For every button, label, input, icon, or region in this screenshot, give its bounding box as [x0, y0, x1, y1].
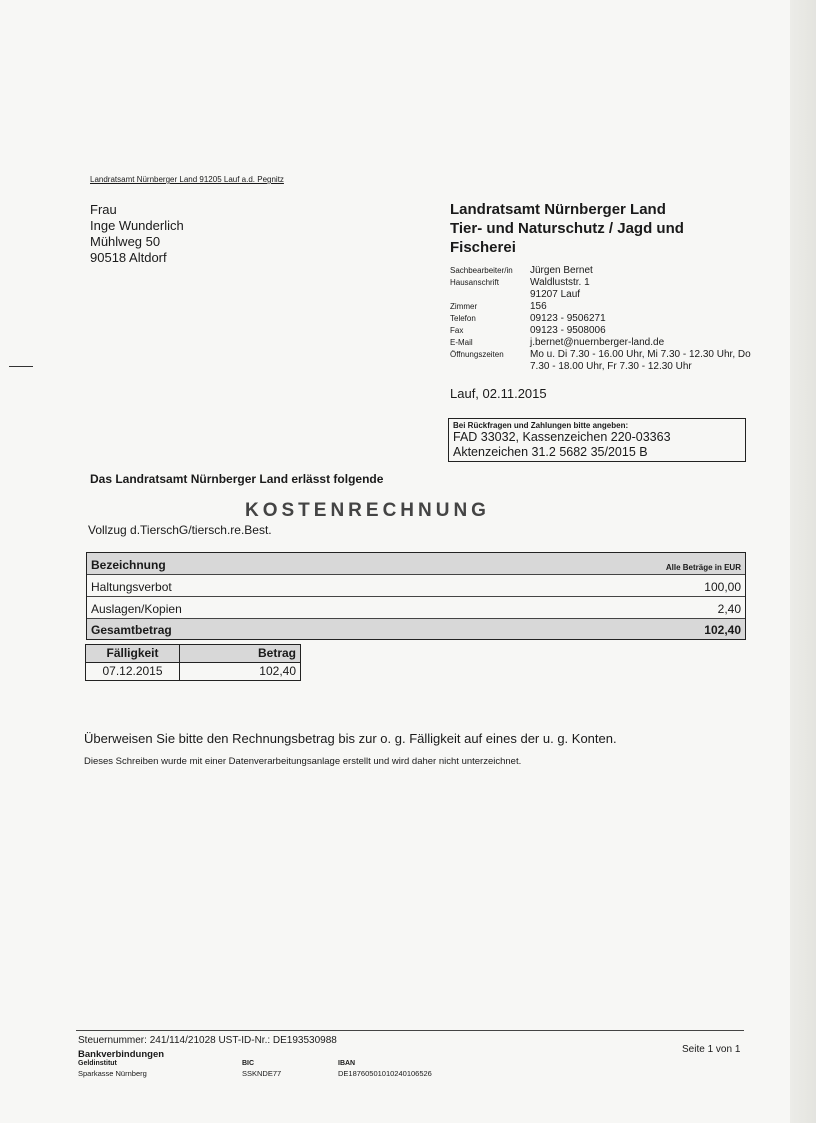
contact-label: Öffnungszeiten: [450, 350, 504, 359]
contact-value: Jürgen Bernet: [530, 265, 593, 276]
column-header-amount: Betrag: [257, 646, 296, 660]
contact-value: 7.30 - 18.00 Uhr, Fr 7.30 - 12.30 Uhr: [530, 361, 692, 372]
bank-iban-label: IBAN: [338, 1060, 356, 1067]
due-date: 07.12.2015: [86, 663, 180, 680]
contact-row: [450, 337, 751, 349]
recipient-line: Frau: [90, 202, 117, 217]
contact-row: [450, 301, 751, 313]
recipient-line: 90518 Altdorf: [90, 250, 167, 265]
item-amount: 2,40: [717, 602, 741, 616]
bank-institute-label: Geldinstitut: [78, 1060, 117, 1067]
recipient-line: Inge Wunderlich: [90, 218, 184, 233]
contact-value: Mo u. Di 7.30 - 16.00 Uhr, Mi 7.30 - 12.30 Uhr, Do: [530, 349, 751, 360]
table-row: [87, 575, 745, 597]
office-line: Landratsamt Nürnberger Land: [450, 201, 666, 218]
contact-value: Waldluststr. 1: [530, 277, 590, 288]
contact-label: Hausanschrift: [450, 278, 499, 287]
due-table-header: [86, 645, 300, 663]
recipient-address: [90, 202, 184, 266]
contact-label: [450, 289, 530, 301]
sender-return-address: Landratsamt Nürnberger Land 91205 Lauf a.d. Pegnitz: [90, 175, 284, 184]
reference-title: Bei Rückfragen und Zahlungen bitte angeben:: [453, 421, 629, 430]
contact-details: [450, 265, 751, 373]
table-row: [87, 597, 745, 619]
office-line: Fischerei: [450, 239, 516, 256]
page-edge: [790, 0, 816, 1123]
page-number: Seite 1 von 1: [682, 1044, 741, 1055]
item-label: Auslagen/Kopien: [91, 602, 182, 616]
footer-divider: [76, 1030, 744, 1031]
reference-line: FAD 33032, Kassenzeichen 220-03363: [453, 430, 671, 444]
contact-value: 91207 Lauf: [530, 289, 581, 300]
currency-note: Alle Beträge in EUR: [665, 563, 741, 572]
total-row: [87, 619, 745, 639]
bank-bic: SSKNDE77: [242, 1069, 282, 1078]
contact-row: [450, 349, 751, 361]
office-line: Tier- und Naturschutz / Jagd und: [450, 220, 684, 237]
contact-label: E-Mail: [450, 338, 473, 347]
contact-row: [450, 313, 751, 325]
column-header-due-date: Fälligkeit: [86, 645, 180, 662]
due-amount: 102,40: [259, 664, 296, 678]
contact-value: 09123 - 9506271: [530, 313, 606, 324]
table-row: [86, 663, 300, 680]
bank-bic-label: BIC: [242, 1060, 255, 1067]
tax-line: Steuernummer: 241/114/21028 UST-ID-Nr.: DE193530988: [78, 1035, 337, 1046]
contact-row: [450, 277, 751, 289]
contact-row: [450, 289, 751, 301]
payment-notice: Überweisen Sie bitte den Rechnungsbetrag bis zur o. g. Fälligkeit auf eines der u. g. Konten.: [84, 731, 617, 746]
contact-row: [450, 361, 751, 373]
contact-row: [450, 325, 751, 337]
contact-email: j.bernet@nuernberger-land.de: [530, 337, 665, 348]
cost-table-header: [87, 553, 745, 575]
column-header-description: Bezeichnung: [91, 558, 166, 572]
item-label: Haltungsverbot: [91, 580, 172, 594]
intro-text: Das Landratsamt Nürnberger Land erlässt folgende: [90, 472, 384, 486]
contact-row: [450, 265, 751, 277]
document-subtitle: Vollzug d.TierschG/tiersch.re.Best.: [88, 523, 272, 537]
contact-label: Sachbearbeiter/in: [450, 266, 513, 275]
due-table: [85, 644, 301, 681]
bank-institute: Sparkasse Nürnberg: [78, 1069, 147, 1078]
cost-table: [86, 552, 746, 640]
contact-label: Zimmer: [450, 302, 478, 311]
contact-label: Telefon: [450, 314, 476, 323]
office-heading: [450, 200, 684, 257]
contact-label: [450, 361, 530, 373]
item-amount: 100,00: [704, 580, 741, 594]
document-title: KOSTENRECHNUNG: [245, 500, 490, 521]
letter-date: Lauf, 02.11.2015: [450, 386, 547, 401]
total-amount: 102,40: [704, 623, 741, 637]
fold-mark: [9, 366, 33, 367]
disclaimer: Dieses Schreiben wurde mit einer Datenverarbeitungsanlage erstellt und wird daher nicht unterzeichnet.: [84, 756, 522, 767]
recipient-line: Mühlweg 50: [90, 234, 161, 249]
contact-value: 156: [530, 301, 547, 312]
reference-line: Aktenzeichen 31.2 5682 35/2015 B: [453, 445, 648, 459]
contact-value: 09123 - 9508006: [530, 325, 606, 336]
total-label: Gesamtbetrag: [91, 623, 172, 637]
contact-label: Fax: [450, 326, 464, 335]
reference-box: [448, 418, 746, 462]
bank-title: Bankverbindungen: [78, 1049, 165, 1060]
bank-iban: DE18760501010240106526: [338, 1069, 432, 1078]
